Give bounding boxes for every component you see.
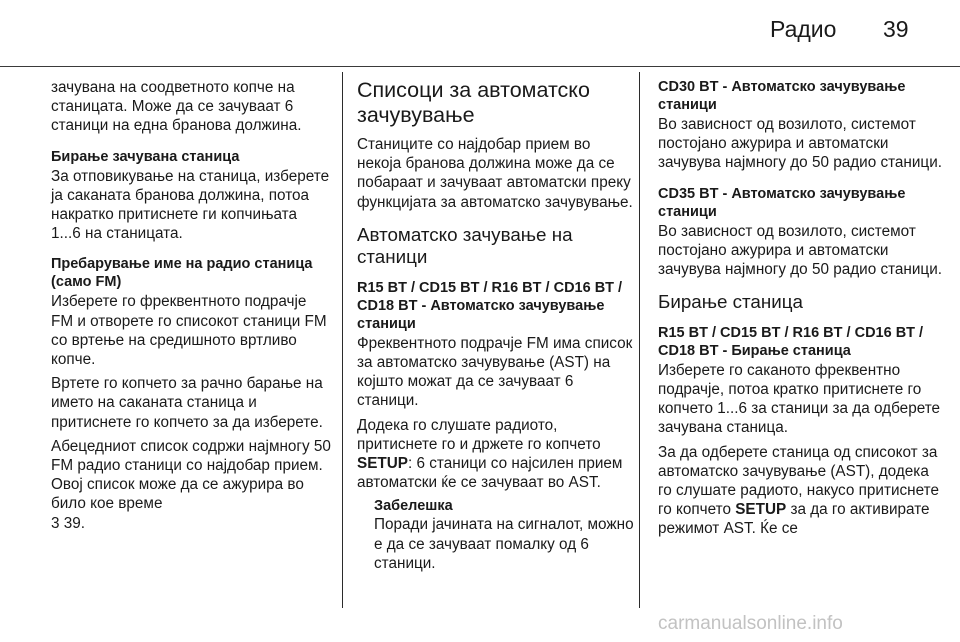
column-divider xyxy=(639,72,640,608)
paragraph-text: Абецедниот список содржи најмногу 50 FM радио станици со најдобар прием. Овој список може да се ажурира во било кое време xyxy=(51,437,331,513)
paragraph: Изберете го саканото фреквентно подрачје, потоа кратко притиснете го копчето 1...6 за станици за да одберете зачувана станица. xyxy=(658,361,941,437)
watermark: carmanualsonline.info xyxy=(658,613,843,634)
paragraph xyxy=(658,443,942,539)
section-heading: R15 BT / CD15 BT / R16 BT / CD16 BT / CD18 BT - Автоматско зачувување станици xyxy=(357,279,623,332)
chapter-heading: Списоци за автоматско зачувување xyxy=(357,78,590,127)
paragraph-text: За да одберете станица од списокот за автоматско зачувување (AST), додека го слушате радиото, накусо притиснете го копчето xyxy=(658,443,939,519)
setup-key-label: SETUP xyxy=(735,501,787,519)
page-title: Радио xyxy=(770,16,837,42)
paragraph: Во зависност од возилото, системот постојано ажурира и автоматски зачувува најмногу до 50 радио станици. xyxy=(658,222,942,279)
paragraph xyxy=(357,416,635,493)
column-left xyxy=(51,78,331,545)
paragraph: Изберете го фреквентното подрачје FM и отворете го списокот станици FM со вртење на средишното вртливо копче. xyxy=(51,293,327,369)
section-heading: CD35 BT - Автоматско зачувување станици xyxy=(658,185,906,220)
column-divider xyxy=(342,72,343,608)
note-title: Забелешка xyxy=(374,498,453,515)
paragraph: За отповикување на станица, изберете ја саканата бранова должина, потоа накратко притиснете ги копчињата 1...6 на станицата. xyxy=(51,167,330,243)
page-reference: 39. xyxy=(63,514,86,532)
section-heading: R15 BT / CD15 BT / R16 BT / CD16 BT / CD18 BT - Бирање станица xyxy=(658,324,924,359)
note-text: Поради јачината на сигналот, можно е да се зачуваат помалку од 6 станици. xyxy=(374,516,634,572)
paragraph-text: : 6 станици со најсилен прием автоматски ќе се зачуваат во AST. xyxy=(357,455,623,492)
subchapter-heading: Бирање станица xyxy=(658,291,803,313)
section-heading: CD30 BT - Автоматско зачувување станици xyxy=(658,79,906,113)
paragraph-text: за да го активирате режимот AST. Ќе се xyxy=(658,501,930,538)
paragraph: зачувана на соодветното копче на станицата. Може да се зачуваат 6 станици на една бранова должина. xyxy=(51,79,302,135)
page-number: 39 xyxy=(883,16,909,42)
paragraph: Во зависност од возилото, системот постојано ажурира и автоматски зачувува најмногу до 50 радио станици. xyxy=(658,116,942,172)
paragraph: Фреквентното подрачје FM има список за автоматско зачувување (AST) на којшто можат да се зачуваат 6 станици. xyxy=(357,334,633,410)
column-right xyxy=(658,78,942,551)
column-middle xyxy=(357,78,635,573)
setup-key-label: SETUP xyxy=(357,455,408,473)
paragraph xyxy=(51,437,331,533)
page-reference-icon: 3 xyxy=(51,514,60,532)
paragraph: Станиците со најдобар прием во некоја бранова должина може да се побараат и зачуваат автоматски преку функцијата за автоматско зачувување. xyxy=(357,136,633,211)
paragraph-text: Додека го слушате радиото, притиснете го и држете го копчето xyxy=(357,416,601,453)
paragraph: Вртете го копчето за рачно барање на името на саканата станица и притиснете го копчето за да изберете. xyxy=(51,375,323,431)
page-header xyxy=(0,0,960,67)
note-box xyxy=(374,497,635,573)
subchapter-heading: Автоматско зачување на станици xyxy=(357,223,573,268)
section-heading: Пребарување име на радио станица (само FM) xyxy=(51,256,313,291)
section-heading: Бирање зачувана станица xyxy=(51,148,240,165)
